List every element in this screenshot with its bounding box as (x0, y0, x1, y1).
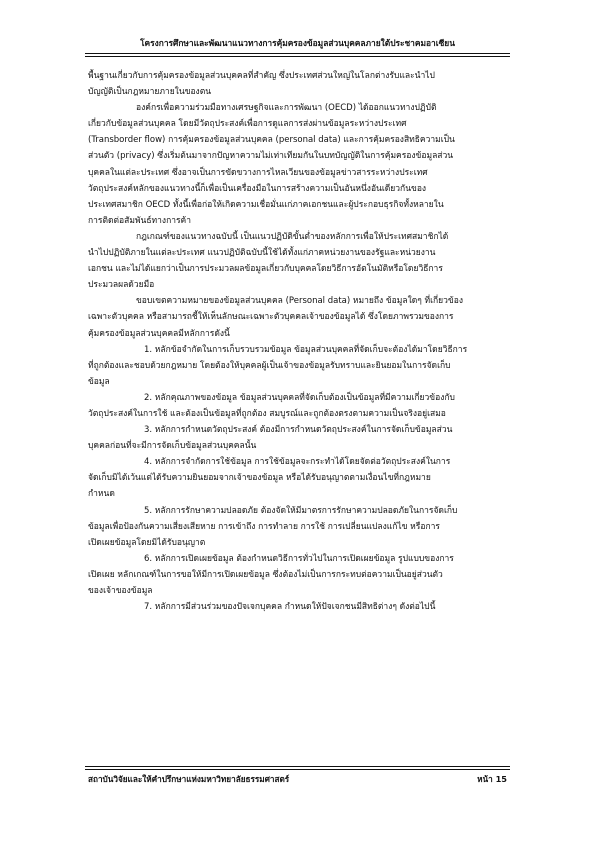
text-line: นำไปปฏิบัติภายในแต่ละประเทศ แนวปฏิบัติฉบับนี้ใช้ได้ทั้งแก่ภาคหน่วยงานของรัฐและหน่วยงาน (88, 248, 436, 259)
text-line: การติดต่อสัมพันธ์ทางการค้า (88, 215, 192, 226)
text-line: เอกชน และไม่ได้แยกว่าเป็นการประมวลผลข้อมูลเกี่ยวกับบุคคลโดยวิธีการอัตโนมัติหรือโดยวิธีการ (88, 264, 443, 275)
text-line: ประเทศสมาชิก OECD ทั้งนี้เพื่อก่อให้เกิดความเชื่อมั่นแก่ภาคเอกชนและผู้ประกอบธุรกิจทั้งหลายใน (88, 199, 444, 210)
list-item-start-line: 3. หลักการกำหนดวัตถุประสงค์ ต้องมีการกำหนดวัตถุประสงค์ในการจัดเก็บข้อมูลส่วน (144, 425, 453, 436)
text-line: จัดเก็บมิได้เว้นแต่ได้รับความยินยอมจากเจ้าของข้อมูล หรือได้รับอนุญาตตามเงื่อนไขที่กฎหมาย (88, 473, 431, 484)
text-line: เกี่ยวกับข้อมูลส่วนบุคคล โดยมีวัตถุประสงค์เพื่อการดูแลการส่งผ่านข้อมูลระหว่างประเทศ (88, 119, 407, 130)
text-line: ของเจ้าของข้อมูล (88, 586, 153, 596)
page-number: หน้า 15 (477, 774, 507, 784)
text-line: พื้นฐานเกี่ยวกับการคุ้มครองข้อมูลส่วนบุคคลที่สำคัญ ซึ่งประเทศส่วนใหญ่ในโลกต่างรับและนำไป (88, 71, 435, 81)
footer-rule-thick (85, 769, 510, 770)
text-line: เฉพาะตัวบุคคล หรือสามารถชี้ให้เห็นลักษณะเฉพาะตัวบุคคลเจ้าของข้อมูลได้ ซึ่งโดยภาพรวมของการ (88, 312, 454, 323)
text-line: ที่ถูกต้องและชอบด้วยกฎหมาย โดยต้องให้บุคคลผู้เป็นเจ้าของข้อมูลรับทราบและยินยอมในการจัดเก็บ (88, 360, 451, 371)
header-rule-thin (85, 56, 510, 57)
text-line: ส่วนตัว (privacy) ซึ่งเริ่มต้นมาจากปัญหาความไม่เท่าเทียมกันในบทบัญญัติในการคุ้มครองข้อมูลส่วน (88, 151, 454, 162)
footer-rule-thin (85, 766, 510, 767)
running-header: โครงการศึกษาและพัฒนาแนวทางการคุ้มครองข้อมูลส่วนบุคคลภายใต้ประชาคมอาเซียน (140, 38, 455, 48)
paragraph-start-line: องค์กรเพื่อความร่วมมือทางเศรษฐกิจและการพัฒนา (OECD) ได้ออกแนวทางปฏิบัติ (136, 103, 437, 114)
list-item-start-line: 2. หลักคุณภาพของข้อมูล ข้อมูลส่วนบุคคลที่จัดเก็บต้องเป็นข้อมูลที่มีความเกี่ยวข้องกับ (144, 392, 455, 403)
list-item-start-line: 1. หลักข้อจำกัดในการเก็บรวบรวมข้อมูล ข้อมูลส่วนบุคคลที่จัดเก็บจะต้องได้มาโดยวิธีการ (144, 344, 468, 355)
list-item-start-line: 6. หลักการเปิดเผยข้อมูล ต้องกำหนดวิธีการทั่วไปในการเปิดเผยข้อมูล รูปแบบของการ (144, 553, 454, 564)
text-line: วัตถุประสงค์หลักของแนวทางนี้ก็เพื่อเป็นเครื่องมือในการสร้างความเป็นอันหนึ่งอันเดียวกันของ (88, 183, 427, 194)
text-line: บุคคลในแต่ละประเทศ ซึ่งอาจเป็นการขัดขวางการไหลเวียนของข้อมูลข่าวสารระหว่างประเทศ (88, 167, 428, 178)
text-line: ประมวลผลด้วยมือ (88, 280, 155, 291)
text-line: เปิดเผยข้อมูลโดยมิได้รับอนุญาต (88, 537, 206, 548)
text-line: (Transborder flow) การคุ้มครองข้อมูลส่วนบุคคล (personal data) และการคุ้มครองสิทธิความเป็น (88, 135, 455, 146)
header-rule-thick (85, 53, 510, 54)
text-line: วัตถุประสงค์ในการใช้ และต้องเป็นข้อมูลที่ถูกต้อง สมบูรณ์และถูกต้องตรงตามความเป็นจริงอยู่เสมอ (88, 408, 446, 419)
text-line: บุคคลก่อนที่จะมีการจัดเก็บข้อมูลส่วนบุคคลนั้น (88, 441, 257, 452)
paragraph-start-line: กฎเกณฑ์ของแนวทางฉบับนี้ เป็นแนวปฏิบัติขั้นต่ำของหลักการเพื่อให้ประเทศสมาชิกได้ (136, 231, 449, 242)
text-line: เปิดเผย หลักเกณฑ์ในการขอให้มีการเปิดเผยข้อมูล ซึ่งต้องไม่เป็นการกระทบต่อความเป็นอยู่ส่วนตัว (88, 569, 443, 580)
list-item-start-line: 5. หลักการรักษาความปลอดภัย ต้องจัดให้มีมาตรการรักษาความปลอดภัยในการจัดเก็บ (144, 505, 458, 516)
body-text (88, 68, 507, 615)
text-line: บัญญัติเป็นกฎหมายภายในของตน (88, 87, 212, 98)
footer-institution: สถาบันวิจัยและให้คำปรึกษาแห่งมหาวิทยาลัยธรรมศาสตร์ (88, 774, 290, 784)
text-line: กำหนด (88, 489, 115, 500)
paragraph-start-line: ขอบเขตความหมายของข้อมูลส่วนบุคคล (Personal data) หมายถึง ข้อมูลใดๆ ที่เกี่ยวข้อง (136, 296, 463, 307)
text-line: ข้อมูล (88, 376, 110, 387)
list-item-start-line: 7. หลักการมีส่วนร่วมของปัจเจกบุคคล กำหนดให้ปัจเจกชนมีสิทธิต่างๆ ดังต่อไปนี้ (144, 602, 436, 613)
list-item-start-line: 4. หลักการจำกัดการใช้ข้อมูล การใช้ข้อมูลจะกระทำได้โดยจัดต่อวัตถุประสงค์ในการ (144, 457, 451, 468)
text-line: คุ้มครองข้อมูลส่วนบุคคลมีหลักการดังนี้ (88, 328, 230, 339)
text-line: ข้อมูลเพื่อป้องกันความเสี่ยงเสียหาย การเข้าถึง การทำลาย การใช้ การเปลี่ยนแปลงแก้ไข หรือการ (88, 521, 440, 532)
